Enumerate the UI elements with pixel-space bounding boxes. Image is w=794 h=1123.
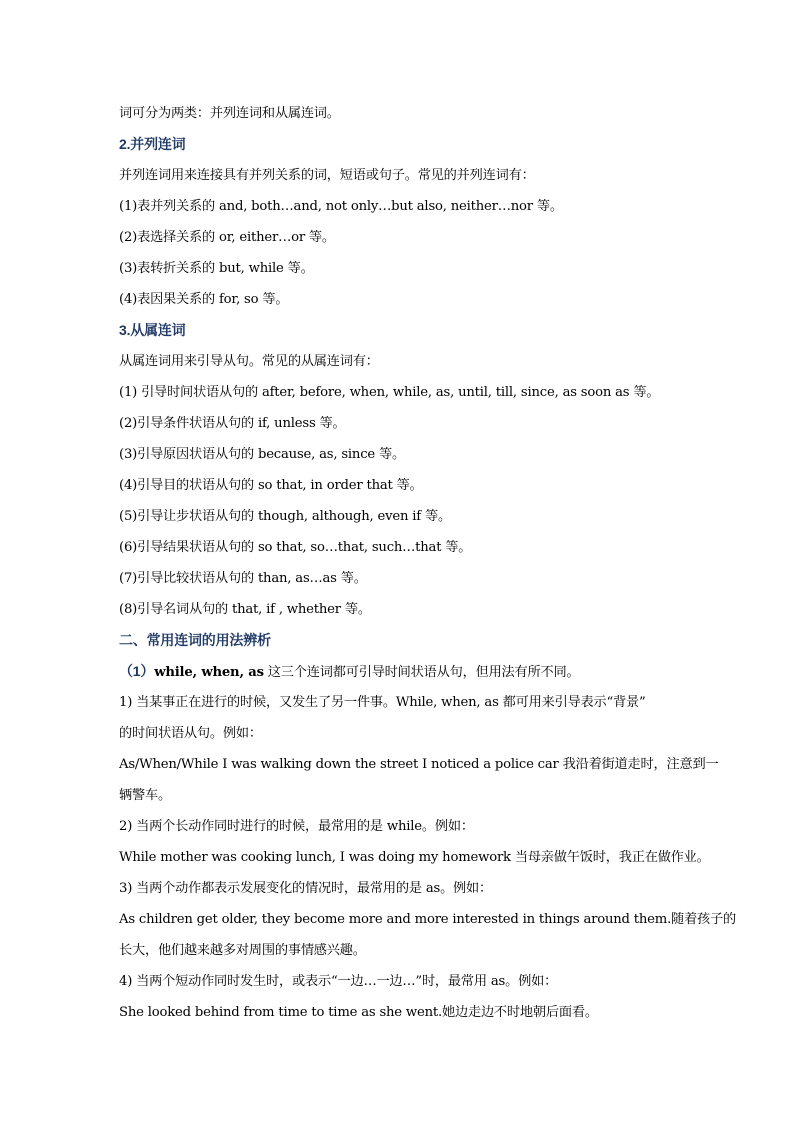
text-line-9: (1) 引导时间状语从句的 after, before, when, while, as, until, till, since, as soon as 等。 [119,385,660,400]
body-line-9: 4) 当两个短动作同时发生时，或表示“一边…一边…”时，最常用 as。例如： [119,974,558,989]
body-line-0: 1) 当某事正在进行的时候，又发生了另一件事。While, when, as 都可用来引导表示“背景” [119,695,646,710]
section-1-prefix: （1） [119,663,155,679]
text-line-12: (4)引导目的状语从句的 so that, in order that 等。 [119,478,423,493]
text-line-4: (2)表选择关系的 or, either…or 等。 [119,230,335,245]
heading-subordinating-conjunctions: 3.从属连词 [119,322,186,338]
heading-coordinating-conjunctions: 2.并列连词 [119,136,186,152]
body-line-2: As/When/While I was walking down the street I noticed a police car 我沿着街道走时，注意到一 [119,757,719,772]
body-line-6: 3) 当两个动作都表示发展变化的情况时，最常用的是 as。例如： [119,881,493,896]
text-line-3: (1)表并列关系的 and, both…and, not only…but also, neither…nor 等。 [119,199,563,214]
text-line-5: (3)表转折关系的 but, while 等。 [119,261,314,276]
body-line-7: As children get older, they become more and more interested in things around them.随着孩子的 [119,912,736,927]
text-line-2: 并列连词用来连接具有并列关系的词，短语或句子。常见的并列连词有： [119,168,535,183]
section-1-rest: 这三个连词都可引导时间状语从句，但用法有所不同。 [263,665,580,680]
body-line-5: While mother was cooking lunch, I was doing my homework 当母亲做午饭时，我正在做作业。 [119,850,710,865]
text-line-10: (2)引导条件状语从句的 if, unless 等。 [119,416,346,431]
body-line-1: 的时间状语从句。例如： [119,726,262,741]
text-line-14: (6)引导结果状语从句的 so that, so…that, such…that 等。 [119,540,472,555]
body-line-4: 2) 当两个长动作同时进行的时候，最常用的是 while。例如： [119,819,474,834]
text-line-6: (4)表因果关系的 for, so 等。 [119,292,289,307]
text-line-0: 词可分为两类：并列连词和从属连词。 [119,106,340,121]
text-line-13: (5)引导让步状语从句的 though, although, even if 等。 [119,509,451,524]
section-1-keywords: while, when, as [154,665,264,680]
body-line-10: She looked behind from time to time as she went.她边走边不时地朝后面看。 [119,1005,598,1020]
text-line-16: (8)引导名词从句的 that, if , whether 等。 [119,602,371,617]
heading-usage-analysis: 二、常用连词的用法辨析 [119,632,271,648]
text-line-11: (3)引导原因状语从句的 because, as, since 等。 [119,447,405,462]
body-line-3: 辆警车。 [119,788,171,803]
text-line-15: (7)引导比较状语从句的 than, as…as 等。 [119,571,367,586]
document-page [119,98,736,1028]
body-line-8: 长大，他们越来越多对周围的事情感兴趣。 [119,943,366,958]
text-line-8: 从属连词用来引导从句。常见的从属连词有： [119,354,379,369]
section-1-title [119,656,689,687]
